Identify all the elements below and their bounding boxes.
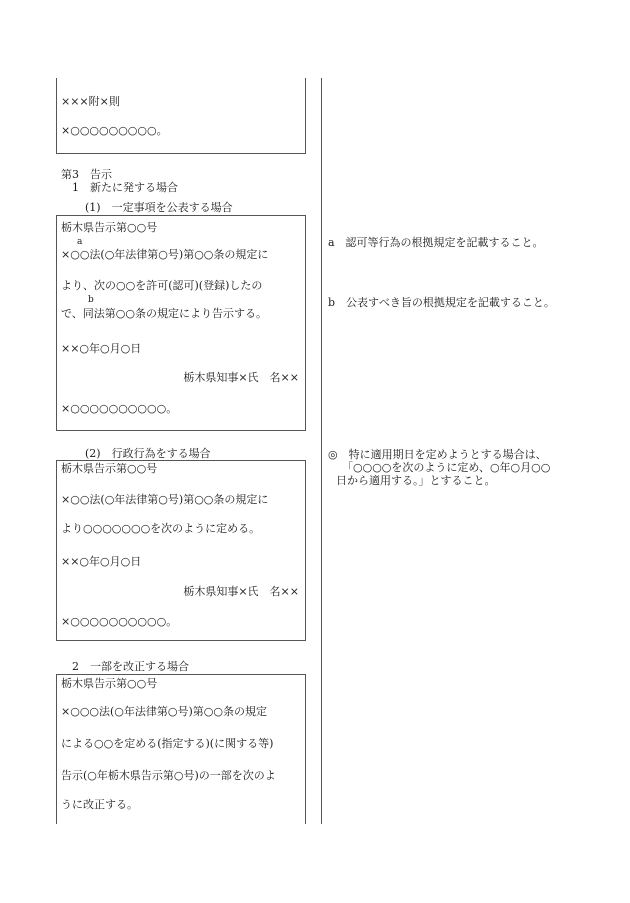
- note-effective-date: [328, 448, 588, 487]
- notice-form-box-a: [56, 215, 306, 431]
- column-divider: [321, 78, 322, 824]
- notice-body-line2: より○○○○○○○を次のように定める。: [61, 522, 261, 535]
- notice-body-line4: うに改正する。: [61, 798, 138, 811]
- top-form-box: [56, 78, 306, 154]
- notice-body-line3: 告示(○年栃木県告示第○号)の一部を次のよ: [61, 769, 276, 782]
- notice-form-box-b: [56, 460, 306, 641]
- notice-body-line1: ×○○○法(○年法律第○号)第○○条の規定: [61, 705, 267, 718]
- notice-body-line2: より、次の○○を許可(認可)(登録)したの: [61, 279, 263, 292]
- marker-a: a: [77, 237, 83, 247]
- subsection-1-1-heading: (1) 一定事項を公表する場合: [85, 201, 233, 214]
- notice-date: ××○年○月○日: [61, 342, 142, 355]
- note-effective-date-line3: 日から適用する。」とすること。: [336, 474, 496, 487]
- notice-date: ××○年○月○日: [61, 555, 142, 568]
- note-effective-date-line2: 「○○○○を次のように定め、○年○月○○: [342, 461, 551, 474]
- notice-body-line3: で、同法第○○条の規定により告示する。: [61, 307, 267, 320]
- notice-number: 栃木県告示第○○号: [61, 462, 158, 475]
- notice-number: 栃木県告示第○○号: [61, 221, 158, 234]
- notice-signature: 栃木県知事×氏 名××: [183, 585, 299, 598]
- top-box-line1: ×××附×則: [61, 95, 120, 108]
- notice-body-line1: ×○○法(○年法律第○号)第○○条の規定に: [61, 493, 269, 506]
- notice-form-box-c: [56, 674, 306, 824]
- note-b: [328, 296, 588, 309]
- note-b-text: b 公表すべき旨の根拠規定を記載すること。: [328, 296, 555, 309]
- subsection-1-heading: 1 新たに発する場合: [72, 181, 178, 194]
- notice-body-line2: による○○を定める(指定する)(に関する等): [61, 737, 274, 750]
- section-heading: 第3 告示: [61, 168, 112, 181]
- notice-body-line1: ×○○法(○年法律第○号)第○○条の規定に: [61, 248, 269, 261]
- top-box-line2: ×○○○○○○○○○。: [61, 124, 168, 137]
- note-a: [328, 236, 588, 249]
- note-effective-date-line1: ◎ 特に適用期日を定めようとする場合は、: [328, 448, 547, 461]
- marker-b: b: [88, 295, 94, 305]
- notice-number: 栃木県告示第○○号: [61, 677, 158, 690]
- note-a-text: a 認可等行為の根拠規定を記載すること。: [328, 236, 544, 249]
- notice-footer: ×○○○○○○○○○○。: [61, 615, 178, 628]
- subsection-2-heading: 2 一部を改正する場合: [72, 660, 189, 673]
- notice-signature: 栃木県知事×氏 名××: [183, 371, 299, 384]
- notice-footer: ×○○○○○○○○○○。: [61, 402, 178, 415]
- subsection-1-2-heading: (2) 行政行為をする場合: [85, 447, 211, 460]
